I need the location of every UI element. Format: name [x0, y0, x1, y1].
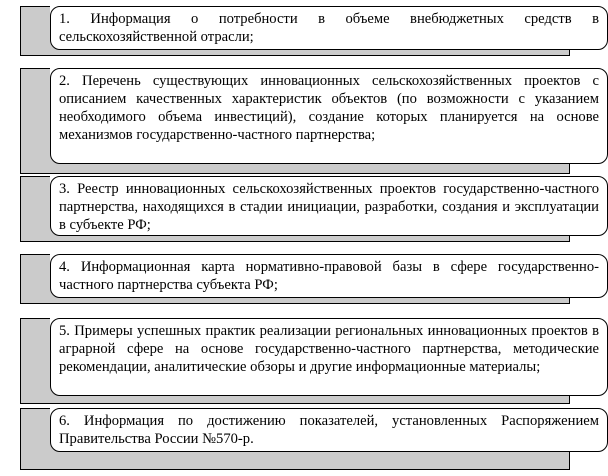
item-text: 4. Информационная карта нормативно-правовой базы в сфере государственно-частного партнерства субъекта РФ; [59, 259, 599, 293]
item-box [50, 6, 608, 50]
item-box [50, 254, 608, 298]
item-tab-top [20, 6, 50, 22]
list-item [20, 318, 599, 404]
item-box [50, 408, 608, 452]
list-item [20, 176, 599, 242]
list-item [20, 6, 599, 56]
item-tab-top [20, 254, 50, 270]
item-tab-top [20, 408, 50, 424]
list-item [20, 254, 599, 304]
item-text: 3. Реестр инновационных сельскохозяйственных проектов государственно-частного партнерства, находящихся в стадии инициации, разработки, создания и эксплуатации в субъекте РФ; [59, 181, 599, 233]
item-text: 1. Информация о потребности в объеме внебюджетных средств в сельскохозяйственной отрасли; [59, 11, 599, 45]
item-text: 5. Примеры успешных практик реализации региональных инновационных проектов в аграрной сфере на основе государственно-частного партнерства, методические рекомендации, аналитические обзоры и другие информационные материалы; [59, 323, 599, 375]
item-box [50, 68, 608, 164]
list-item [20, 68, 599, 174]
item-tab-top [20, 318, 50, 334]
item-box [50, 318, 608, 396]
item-text: 2. Перечень существующих инновационных сельскохозяйственных проектов с описанием качественных характеристик объектов (по возможности с указанием необходимого объема инвестиций), создание которых планируется на основе механизмов государственно-частного партнерства; [59, 73, 599, 143]
item-tab-top [20, 176, 50, 192]
item-tab-top [20, 68, 50, 84]
item-text: 6. Информация по достижению показателей, установленных Распоряжением Правительства России №570-р. [59, 413, 599, 447]
item-box [50, 176, 608, 236]
list-item [20, 408, 599, 470]
